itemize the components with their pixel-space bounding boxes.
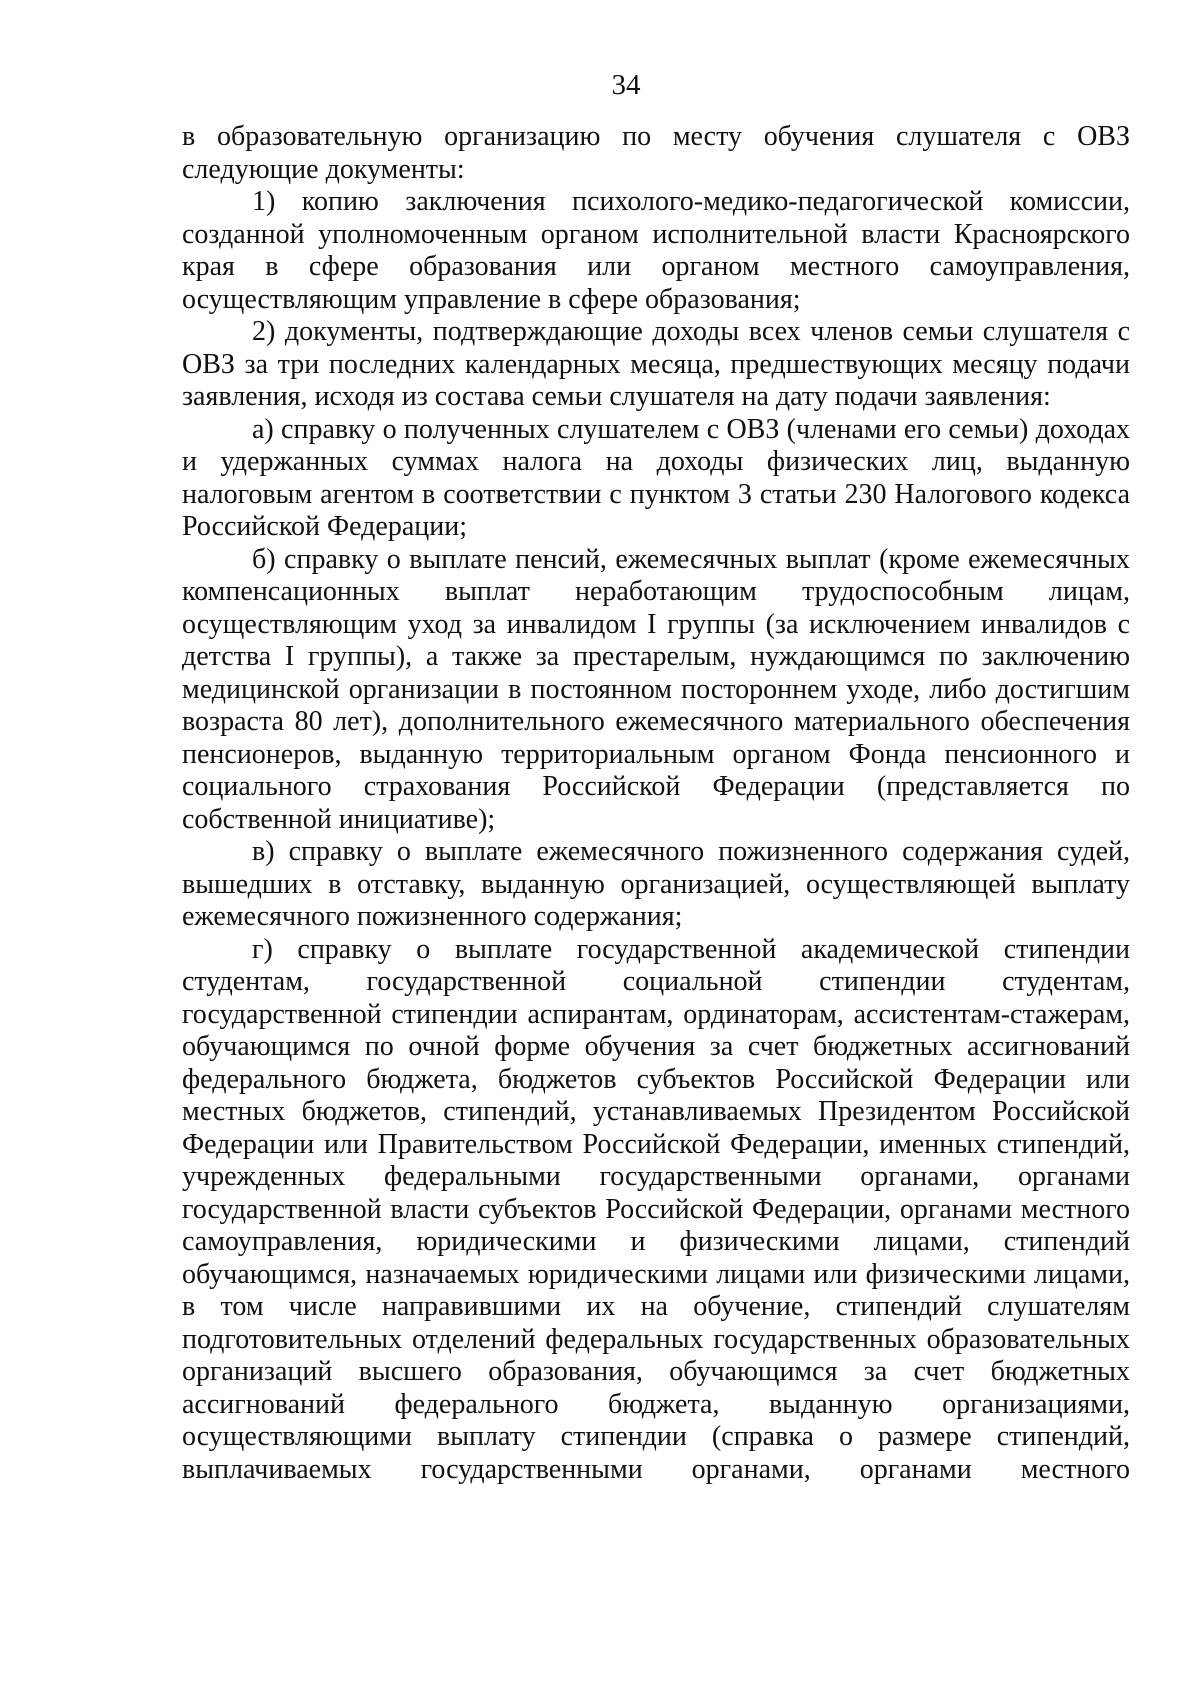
paragraph-item-1: 1) копию заключения психолого-медико-педагогической комиссии, созданной уполномоченным органом исполнительной власти Красноярского края в сфере образования или органом местного самоуправления, осуществляющим управление в сфере образования; <box>182 186 1130 315</box>
paragraph-item-2: 2) документы, подтверждающие доходы всех членов семьи слушателя с ОВЗ за три последних календарных месяца, предшествующих месяцу подачи заявления, исходя из состава семьи слушателя на дату подачи заявления: <box>182 316 1130 412</box>
paragraph-intro: в образовательную организацию по месту обучения слушателя с ОВЗ следующие документы: <box>182 121 1130 185</box>
document-body <box>182 121 1130 1486</box>
paragraph-item-g: г) справку о выплате государственной академической стипендии студентам, государственной социальной стипендии студентам, государственной стипендии аспирантам, ординаторам, ассистентам-стажерам, обучающимся по очной форме обучения за счет бюджетных ассигнований федерального бюджета, бюджетов субъектов Российской Федерации или местных бюджетов, стипендий, устанавливаемых Президентом Российской Федерации или Правительством Российской Федерации, именных стипендий, учрежденных федеральными государственными органами, органами государственной власти субъектов Российской Федерации, органами местного самоуправления, юридическими и физическими лицами, стипендий обучающимся, назначаемых юридическими лицами или физическими лицами, в том числе направившими их на обучение, стипендий слушателям подготовительных отделений федеральных государственных образовательных организаций высшего образования, обучающимся за счет бюджетных ассигнований федерального бюджета, выданную организациями, осуществляющими выплату стипендии (справка о размере стипендий, выплачиваемых государственными органами, органами местного <box>182 933 1130 1485</box>
paragraph-item-a: а) справку о полученных слушателем с ОВЗ (членами его семьи) доходах и удержанных суммах налога на доходы физических лиц, выданную налоговым агентом в соответствии с пунктом 3 статьи 230 Налогового кодекса Российской Федерации; <box>182 413 1130 542</box>
page-number: 34 <box>611 69 641 101</box>
paragraph-item-b: б) справку о выплате пенсий, ежемесячных выплат (кроме ежемесячных компенсационных выплат неработающим трудоспособным лицам, осуществляющим уход за инвалидом I группы (за исключением инвалидов с детства I группы), а также за престарелым, нуждающимся по заключению медицинской организации в постоянном постороннем уходе, либо достигшим возраста 80 лет), дополнительного ежемесячного материального обеспечения пенсионеров, выданную территориальным органом Фонда пенсионного и социального страхования Российской Федерации (представляется по собственной инициативе); <box>182 543 1130 835</box>
paragraph-item-v: в) справку о выплате ежемесячного пожизненного содержания судей, вышедших в отставку, выданную организацией, осуществляющей выплату ежемесячного пожизненного содержания; <box>182 836 1130 932</box>
